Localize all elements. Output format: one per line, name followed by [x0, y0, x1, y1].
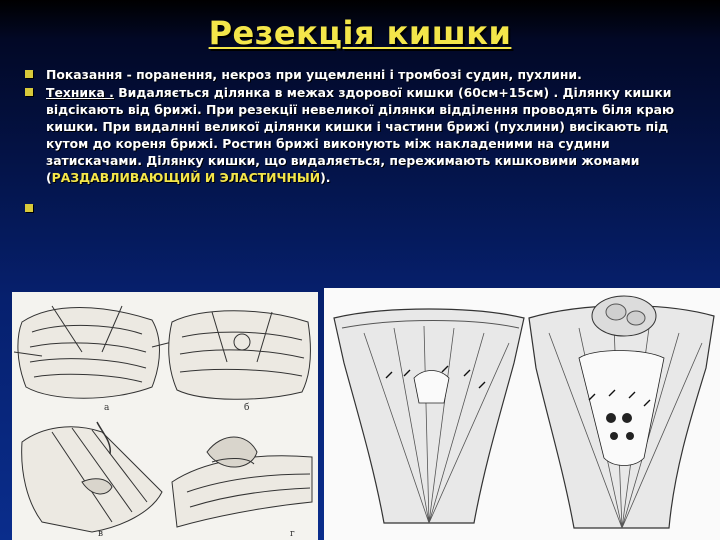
bullet-technique: [24, 84, 700, 186]
mesentery-resection-illustration: [324, 288, 720, 540]
panel-label-g: г: [290, 529, 295, 539]
panel-label-b: б: [244, 403, 250, 413]
clamp-type-text: РАЗДАВЛИВАЮЩИЙ И ЭЛАСТИЧНЫЙ: [51, 170, 321, 185]
square-bullet-icon: [25, 88, 33, 96]
panel-label-a: а: [104, 403, 110, 413]
bullet-indications: [24, 66, 700, 83]
square-bullet-icon: [25, 70, 33, 78]
slide-title: Резекція кишки: [208, 14, 512, 52]
square-bullet-icon: [25, 204, 33, 212]
indications-label: Показання: [46, 67, 123, 82]
technique-text: Видаляється ділянка в межах здорової кишки (60см+15см) . Ділянку кишки відсікають від брижі. При резекції невеликої ділянки відділення проводять біля краю кишки. При видалнні великої ділянки кишки і частини брижі (пухлини) висікають під кутом до кореня брижі. Ростин брижі виконують між накладеними на судини затискачами. Ділянку кишки, що видаляється, пережимають кишковими жомами (: [46, 85, 674, 185]
bullet-list: [24, 66, 700, 200]
indications-text: - поранення, некроз при ущемленні і тромбозі судин, пухлини.: [122, 67, 582, 82]
technique-label: Техника .: [46, 85, 114, 100]
resection-steps-illustration: [12, 292, 318, 540]
panel-label-v: в: [98, 529, 104, 539]
technique-text-end: ).: [320, 170, 331, 185]
